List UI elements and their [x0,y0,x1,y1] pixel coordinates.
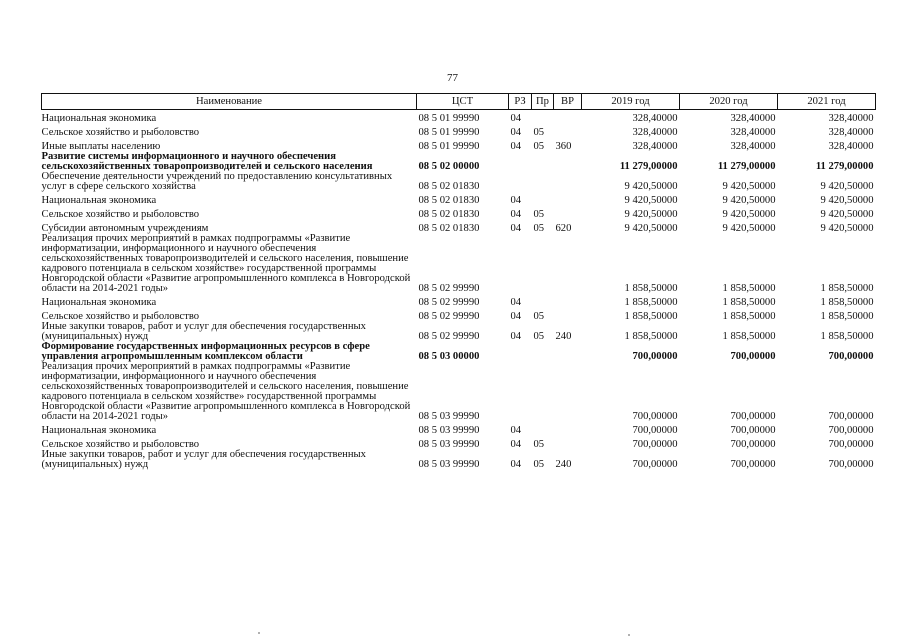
row-2019: 700,00000 [632,351,678,362]
table-row [42,308,876,322]
row-2021: 9 420,50000 [820,181,874,192]
row-2019: 328,40000 [632,141,678,152]
row-pr [532,172,554,192]
table-row [42,110,876,125]
row-2020: 1 858,50000 [722,297,776,308]
row-2021: 11 279,00000 [815,161,874,172]
row-rz: 04 [510,297,522,308]
row-2021: 1 858,50000 [820,311,874,322]
row-cst: 08 5 01 99990 [418,141,480,152]
row-vr [554,422,582,436]
row-vr: 240 [555,459,572,470]
row-2020: 1 858,50000 [722,311,776,322]
row-cst: 08 5 02 01830 [418,223,480,234]
table-row [42,436,876,450]
row-name: Иные закупки товаров, работ и услуг для обеспечения государственных (муниципальных) нужд [41,449,366,470]
row-cst: 08 5 02 99990 [418,331,480,342]
row-rz: 04 [510,195,522,206]
col-header-2019: 2019 год [582,94,680,110]
row-cst: 08 5 03 99990 [418,411,480,422]
row-name: Сельское хозяйство и рыболовство [41,311,200,322]
row-pr [532,422,554,436]
row-cst: 08 5 03 99990 [418,439,480,450]
row-2021: 9 420,50000 [820,195,874,206]
row-pr [532,234,554,294]
table-row [42,422,876,436]
row-pr [532,342,554,362]
row-rz: 04 [510,223,522,234]
row-2021: 700,00000 [828,411,874,422]
row-2021: 700,00000 [828,459,874,470]
row-pr: 05 [533,141,545,152]
row-rz [509,152,532,172]
row-name: Сельское хозяйство и рыболовство [41,439,200,450]
row-pr [532,192,554,206]
row-2021: 9 420,50000 [820,223,874,234]
col-header-pr: Пр [532,94,554,110]
row-2020: 9 420,50000 [722,195,776,206]
row-2020: 700,00000 [730,351,776,362]
row-pr: 05 [533,459,545,470]
row-2020: 328,40000 [730,141,776,152]
row-rz [509,342,532,362]
table-row [42,322,876,342]
row-vr: 620 [555,223,572,234]
row-cst: 08 5 02 99990 [418,311,480,322]
row-vr [554,110,582,125]
row-vr [554,206,582,220]
row-2021: 700,00000 [828,351,874,362]
row-2020: 9 420,50000 [722,223,776,234]
row-2019: 700,00000 [632,411,678,422]
table-row [42,138,876,152]
row-2019: 9 420,50000 [624,195,678,206]
row-pr: 05 [533,127,545,138]
row-2019: 1 858,50000 [624,283,678,294]
row-name: Национальная экономика [41,297,157,308]
table-row-section [42,152,876,172]
row-cst: 08 5 02 01830 [418,209,480,220]
row-rz: 04 [510,209,522,220]
row-vr [554,172,582,192]
table-row [42,206,876,220]
row-2020: 700,00000 [730,439,776,450]
table-header-row [42,94,876,110]
table-row [42,294,876,308]
row-cst: 08 5 02 99990 [418,283,480,294]
row-name: Реализация прочих мероприятий в рамках подпрограммы «Развитие информатизации, информационного и научного обеспечения сельскохозяйственных товаропроизводителей и сельского населения, повышение кадрового потенциала в сельском хозяйстве» государственной программы Новгородской области «Развитие агропромышленного комплекса в Новгородской области на 2014-2021 годы» [41,233,411,294]
row-rz [509,172,532,192]
row-2019: 1 858,50000 [624,297,678,308]
row-pr: 05 [533,223,545,234]
col-header-2021: 2021 год [778,94,876,110]
row-vr [554,342,582,362]
row-name: Субсидии автономным учреждениям [41,223,209,234]
row-vr [554,308,582,322]
col-header-name: Наименование [42,94,417,110]
col-header-rz: РЗ [509,94,532,110]
col-header-cst: ЦСТ [417,94,509,110]
row-rz [509,362,532,422]
budget-table [41,93,876,470]
row-cst: 08 5 02 01830 [418,181,480,192]
row-vr [554,234,582,294]
row-2021: 9 420,50000 [820,209,874,220]
row-cst: 08 5 02 01830 [418,195,480,206]
table-row [42,220,876,234]
row-2021: 1 858,50000 [820,331,874,342]
col-header-vr: ВР [554,94,582,110]
row-2021: 1 858,50000 [820,283,874,294]
row-2019: 700,00000 [632,439,678,450]
row-rz: 04 [510,127,522,138]
scan-speck [628,634,630,636]
page-number: 77 [447,72,458,84]
row-2020: 328,40000 [730,127,776,138]
scan-speck [258,632,260,634]
row-cst: 08 5 02 00000 [418,161,480,172]
row-rz: 04 [510,425,522,436]
row-rz: 04 [510,113,522,124]
row-rz: 04 [510,439,522,450]
row-pr: 05 [533,209,545,220]
row-name: Национальная экономика [41,425,157,436]
table-row [42,124,876,138]
row-rz [509,234,532,294]
row-2020: 700,00000 [730,425,776,436]
row-vr [554,152,582,172]
row-2020: 1 858,50000 [722,331,776,342]
row-name: Обеспечение деятельности учреждений по предоставлению консультативных услуг в сфере сельского хозяйства [41,171,393,192]
row-2019: 11 279,00000 [619,161,678,172]
row-name: Национальная экономика [41,113,157,124]
row-cst: 08 5 03 99990 [418,425,480,436]
row-2021: 328,40000 [828,113,874,124]
row-2021: 1 858,50000 [820,297,874,308]
row-2020: 9 420,50000 [722,181,776,192]
row-pr: 05 [533,439,545,450]
table-row-section [42,342,876,362]
row-2019: 1 858,50000 [624,311,678,322]
row-name: Иные закупки товаров, работ и услуг для обеспечения государственных (муниципальных) нужд [41,321,366,342]
row-cst: 08 5 01 99990 [418,127,480,138]
row-2020: 328,40000 [730,113,776,124]
row-rz: 04 [510,311,522,322]
row-vr: 240 [555,331,572,342]
row-vr [554,294,582,308]
table-row [42,362,876,422]
row-name: Реализация прочих мероприятий в рамках подпрограммы «Развитие информатизации, информационного и научного обеспечения сельскохозяйственных товаропроизводителей и сельского населения, повышение кадрового потенциала в сельском хозяйстве» государственной программы Новгородской области «Развитие агропромышленного комплекса в Новгородской области на 2014-2021 годы» [41,361,411,422]
row-2020: 700,00000 [730,459,776,470]
row-pr [532,152,554,172]
row-2019: 1 858,50000 [624,331,678,342]
row-rz: 04 [510,141,522,152]
row-vr [554,124,582,138]
row-name: Формирование государственных информационных ресурсов в сфере управления агропромышленным комплексом области [41,341,370,362]
row-cst: 08 5 03 99990 [418,459,480,470]
row-2019: 9 420,50000 [624,181,678,192]
row-rz: 04 [510,331,522,342]
row-2019: 328,40000 [632,127,678,138]
row-2019: 700,00000 [632,459,678,470]
row-2020: 700,00000 [730,411,776,422]
row-2019: 700,00000 [632,425,678,436]
row-name: Развитие системы информационного и научного обеспечения сельскохозяйственных товаропроизводителей и сельского населения [41,151,373,172]
row-pr [532,294,554,308]
row-2020: 11 279,00000 [717,161,776,172]
row-pr [532,110,554,125]
row-pr: 05 [533,311,545,322]
row-pr [532,362,554,422]
row-vr [554,362,582,422]
row-vr [554,436,582,450]
row-2019: 9 420,50000 [624,209,678,220]
row-2019: 328,40000 [632,113,678,124]
row-cst: 08 5 02 99990 [418,297,480,308]
row-2020: 9 420,50000 [722,209,776,220]
row-2020: 1 858,50000 [722,283,776,294]
table-row [42,450,876,470]
row-vr [554,192,582,206]
table-row [42,192,876,206]
table-row [42,172,876,192]
row-2021: 328,40000 [828,141,874,152]
row-rz: 04 [510,459,522,470]
table-row [42,234,876,294]
row-2021: 700,00000 [828,425,874,436]
row-name: Сельское хозяйство и рыболовство [41,209,200,220]
row-pr: 05 [533,331,545,342]
col-header-2020: 2020 год [680,94,778,110]
row-cst: 08 5 03 00000 [418,351,480,362]
row-cst: 08 5 01 99990 [418,113,480,124]
row-2021: 328,40000 [828,127,874,138]
row-name: Сельское хозяйство и рыболовство [41,127,200,138]
row-name: Национальная экономика [41,195,157,206]
row-vr: 360 [555,141,572,152]
row-name: Иные выплаты населению [41,141,161,152]
row-2019: 9 420,50000 [624,223,678,234]
row-2021: 700,00000 [828,439,874,450]
